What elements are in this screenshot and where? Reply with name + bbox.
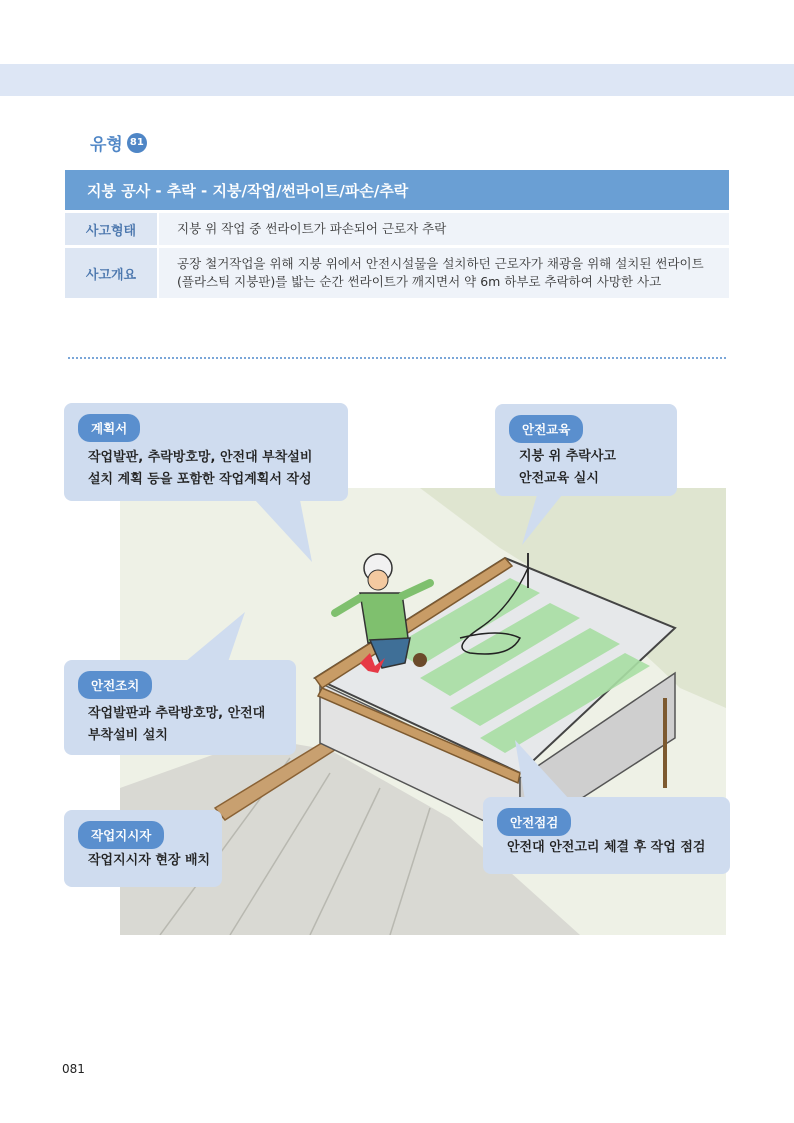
accident-type-row <box>65 213 729 245</box>
callout-supervisor <box>64 810 222 887</box>
accident-title: 지붕 공사 - 추락 - 지붕/작업/썬라이트/파손/추락 <box>65 170 729 210</box>
callout-supervisor-text <box>88 850 210 872</box>
callout-measures-line: 부착설비 설치 <box>88 728 168 743</box>
callout-supervisor-line: 작업지시자 현장 배치 <box>88 853 211 868</box>
callout-education-line: 지붕 위 추락사고 <box>519 449 616 464</box>
callout-plan <box>64 403 348 501</box>
callout-measures-line: 작업발판과 추락방호망, 안전대 <box>88 706 266 721</box>
callout-plan-badge: 계획서 <box>78 414 140 442</box>
accident-type-label: 사고형태 <box>65 213 157 245</box>
accident-summary-row <box>65 248 729 298</box>
accident-summary-label: 사고개요 <box>65 248 157 298</box>
callout-education-badge: 안전교육 <box>509 415 583 443</box>
callout-measures <box>64 660 296 755</box>
callout-supervisor-badge: 작업지시자 <box>78 821 164 849</box>
callout-plan-text <box>88 447 312 491</box>
accident-summary-line: (플라스틱 지붕판)를 밟는 순간 썬라이트가 깨지면서 약 6m 하부로 추락하여 사망한 사고 <box>177 274 662 289</box>
type-heading <box>90 130 147 155</box>
callout-inspection-line: 안전대 안전고리 체결 후 작업 점검 <box>507 840 706 855</box>
type-number-badge: 81 <box>127 133 147 153</box>
accident-summary-line: 공장 철거작업을 위해 지붕 위에서 안전시설물을 설치하던 근로자가 채광을 위해 설치된 썬라이트 <box>177 256 704 271</box>
accident-type-value <box>157 213 729 245</box>
top-band <box>0 64 794 96</box>
section-divider <box>68 357 726 359</box>
page-number: 081 <box>62 1062 85 1076</box>
callout-measures-text <box>88 703 265 747</box>
callout-education-text <box>519 446 616 490</box>
callout-plan-line: 작업발판, 추락방호망, 안전대 부착설비 <box>88 450 313 465</box>
callout-inspection-badge: 안전점검 <box>497 808 571 836</box>
type-label: 유형 <box>90 135 123 155</box>
callout-inspection <box>483 797 730 874</box>
callout-education <box>495 404 677 496</box>
callout-inspection-text <box>507 837 705 859</box>
callout-measures-badge: 안전조치 <box>78 671 152 699</box>
accident-summary-value <box>157 248 729 298</box>
callout-plan-line: 설치 계획 등을 포함한 작업계획서 작성 <box>88 472 312 487</box>
callout-education-line: 안전교육 실시 <box>519 471 599 486</box>
accident-type-text: 지붕 위 작업 중 썬라이트가 파손되어 근로자 추락 <box>177 221 447 236</box>
